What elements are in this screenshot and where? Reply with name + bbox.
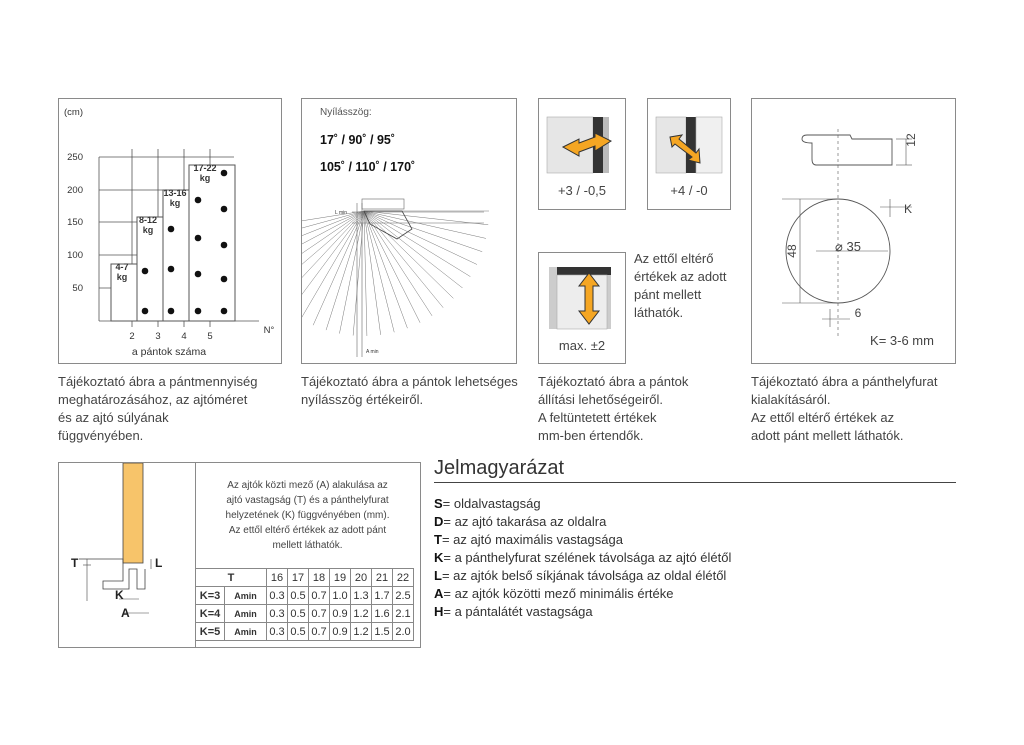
fan-line bbox=[302, 211, 364, 282]
caption-drill-hole: Tájékoztató ábra a pánthelyfurat kialakításáról. Az ettől eltérő értékek az adott pánt mellett láthatók. bbox=[751, 374, 938, 443]
table-row: K=5 Amin 0.3 0.5 0.7 0.9 1.2 1.5 2.0 bbox=[196, 623, 414, 641]
opening-angle-diagram bbox=[302, 99, 516, 363]
gap-table bbox=[195, 568, 414, 641]
table-col: 21 bbox=[372, 569, 393, 587]
label-K: K bbox=[115, 588, 124, 602]
amin-label: A min bbox=[366, 349, 379, 355]
y-unit: (cm) bbox=[64, 107, 83, 118]
angle-title: Nyílásszög: bbox=[320, 107, 372, 118]
caption-adjust: Tájékoztató ábra a pántok állítási lehetőségeiről. A feltüntetett értékek mm-ben értendők. bbox=[538, 374, 689, 443]
caption-opening-angle: Tájékoztató ábra a pántok lehetséges nyílásszög értékeiről. bbox=[301, 374, 518, 407]
depth-adjust-label: +4 / -0 bbox=[670, 183, 708, 198]
side-adjust-icon bbox=[539, 99, 625, 209]
legend-item: H= a pántalátét vastagsága bbox=[434, 604, 593, 619]
x-tick: 3 bbox=[155, 331, 161, 342]
drill-hole-panel bbox=[751, 98, 956, 364]
fan-line bbox=[364, 211, 463, 288]
group-label-4: 17-22 bbox=[193, 163, 217, 173]
fan-line bbox=[364, 211, 482, 252]
table-col: 19 bbox=[330, 569, 351, 587]
dim-12: 12 bbox=[904, 133, 918, 147]
adjust-side-panel bbox=[538, 98, 626, 210]
label-T: T bbox=[71, 556, 79, 570]
table-col: 18 bbox=[309, 569, 330, 587]
fan-line bbox=[364, 211, 486, 238]
dim-6: 6 bbox=[854, 306, 862, 320]
table-row: K=3 Amin 0.3 0.5 0.7 1.0 1.3 1.7 2.5 bbox=[196, 587, 414, 605]
svg-text:kg: kg bbox=[199, 173, 211, 183]
adjust-depth-panel bbox=[647, 98, 731, 210]
fan-line bbox=[364, 211, 453, 298]
y-tick: 150 bbox=[67, 217, 83, 228]
side-adjust-label: +3 / -0,5 bbox=[557, 183, 607, 198]
legend-title: Jelmagyarázat bbox=[434, 457, 565, 479]
table-row: K=4 Amin 0.3 0.5 0.7 0.9 1.2 1.6 2.1 bbox=[196, 605, 414, 623]
x-axis-label: a pántok száma bbox=[131, 346, 207, 358]
hinge-count-diagram bbox=[59, 99, 281, 363]
angle-values-2: 105˚ / 110˚ / 170˚ bbox=[320, 160, 416, 174]
legend-item: S= oldalvastagság bbox=[434, 496, 541, 511]
dim-48: 48 bbox=[785, 244, 799, 258]
legend-item: L= az ajtók belső síkjának távolsága az oldal élétől bbox=[434, 568, 727, 583]
y-tick: 50 bbox=[72, 283, 83, 294]
group-label-3: 13-16 bbox=[163, 188, 187, 198]
svg-text:kg: kg bbox=[116, 272, 128, 282]
label-L: L bbox=[155, 556, 163, 570]
hinge-count-panel bbox=[58, 98, 282, 364]
x-tick: 2 bbox=[129, 331, 135, 342]
group-label-1: 4-7 bbox=[115, 262, 129, 272]
k-range: K= 3-6 mm bbox=[870, 333, 934, 348]
svg-text:kg: kg bbox=[169, 198, 181, 208]
legend-item: D= az ajtó takarása az oldalra bbox=[434, 514, 607, 529]
lmin-label: L min bbox=[335, 210, 348, 216]
fan-line bbox=[302, 211, 364, 319]
legend-item: A= az ajtók közötti mező minimális értéke bbox=[434, 586, 674, 601]
table-header-T: T bbox=[196, 569, 267, 587]
fan-line bbox=[353, 211, 364, 336]
table-col: 20 bbox=[351, 569, 372, 587]
fan-line bbox=[302, 211, 364, 311]
height-adjust-label: max. ±2 bbox=[558, 338, 606, 353]
legend-list bbox=[434, 495, 731, 621]
x-tick: 4 bbox=[181, 331, 187, 342]
fan-line bbox=[339, 211, 364, 334]
y-tick: 100 bbox=[67, 250, 83, 261]
adjust-note: Az ettől eltérő értékek az adott pánt mellett láthatók. bbox=[634, 251, 727, 320]
legend-item: K= a pánthelyfurat szélének távolsága az ajtó élétől bbox=[434, 550, 732, 565]
x-axis-end-label: N° bbox=[263, 325, 275, 336]
label-A: A bbox=[121, 606, 130, 620]
drill-hole-diagram bbox=[752, 99, 955, 363]
x-tick: 5 bbox=[207, 331, 213, 342]
angle-fan-lines bbox=[302, 211, 489, 336]
table-col: 17 bbox=[288, 569, 309, 587]
legend-item: T= az ajtó maximális vastagsága bbox=[434, 532, 623, 547]
table-col: 16 bbox=[267, 569, 288, 587]
dim-diameter: ⌀ 35 bbox=[835, 239, 861, 254]
dim-K: K bbox=[903, 202, 913, 216]
caption-hinge-count: Tájékoztató ábra a pántmennyiség meghatározásához, az ajtóméret és az ajtó súlyának függvényében. bbox=[58, 374, 258, 443]
fan-line bbox=[326, 211, 364, 330]
depth-adjust-icon bbox=[648, 99, 730, 209]
svg-text:kg: kg bbox=[142, 225, 154, 235]
door-gap-diagram bbox=[59, 463, 195, 647]
adjust-height-panel bbox=[538, 252, 626, 364]
y-tick: 250 bbox=[67, 152, 83, 163]
group-label-2: 8-12 bbox=[138, 215, 158, 225]
legend-divider bbox=[434, 482, 956, 483]
table-col: 22 bbox=[393, 569, 414, 587]
opening-angle-panel bbox=[301, 98, 517, 364]
fan-line bbox=[302, 211, 364, 257]
y-tick: 200 bbox=[67, 185, 83, 196]
height-adjust-icon bbox=[539, 253, 625, 363]
door-gap-note: Az ajtók közti mező (A) alakulása az ajtó vastagság (T) és a pánthelyfurat helyzetének (K) függvényében (mm). Az ettől eltérő értékek az adott pánt mellett láthatók. bbox=[225, 480, 390, 551]
angle-values-1: 17˚ / 90˚ / 95˚ bbox=[320, 133, 396, 147]
